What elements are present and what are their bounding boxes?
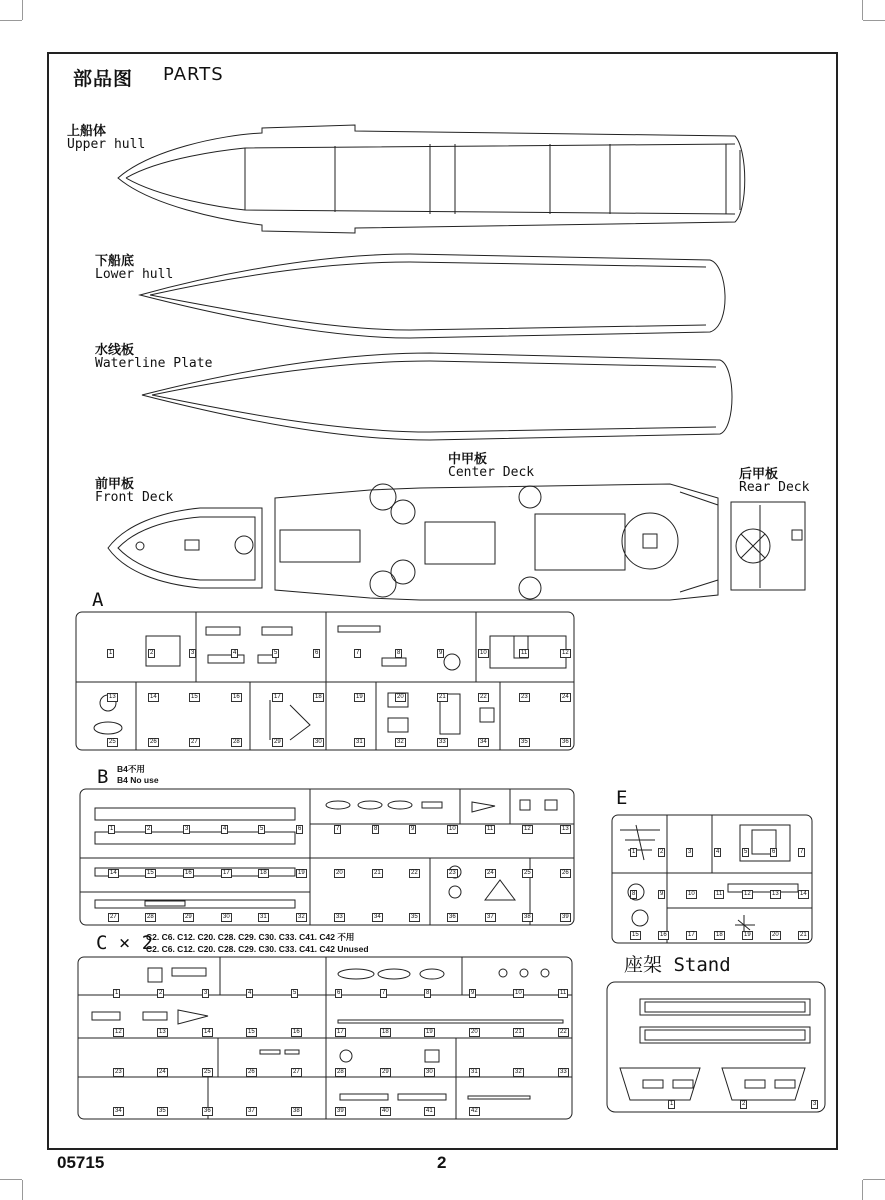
- part-number-tag: 31: [260, 914, 267, 920]
- part-number-tag: 26: [150, 739, 157, 745]
- part-number-tag: 17: [688, 932, 695, 938]
- part-number-tag: 40: [382, 1108, 389, 1114]
- part-number-tag: 28: [233, 739, 240, 745]
- part-number-tag: 1: [109, 650, 113, 656]
- part-number-tag: 20: [471, 1029, 478, 1035]
- part-number-tag: 30: [315, 739, 322, 745]
- part-number-tag: 14: [110, 870, 117, 876]
- part-number-tag: 8: [426, 990, 430, 996]
- part-number-tag: 27: [191, 739, 198, 745]
- part-number-tag: 2: [150, 650, 154, 656]
- part-number-tag: 3: [688, 849, 692, 855]
- part-number-tag: 3: [813, 1101, 817, 1107]
- part-number-tag: 4: [223, 826, 227, 832]
- part-number-tag: 1: [115, 990, 119, 996]
- part-number-tag: 21: [800, 932, 807, 938]
- stand-frame: [607, 982, 825, 1112]
- waterline-label-en: Waterline Plate: [95, 356, 213, 371]
- part-number-tag: 36: [562, 739, 569, 745]
- part-number-tag: 24: [159, 1069, 166, 1075]
- sprue-c-label: C × 2: [96, 932, 154, 954]
- front-deck-drawing: [108, 508, 262, 588]
- part-number-tag: 15: [632, 932, 639, 938]
- part-number-tag: 14: [150, 694, 157, 700]
- part-number-tag: 28: [337, 1069, 344, 1075]
- sprue-c-frame: [78, 957, 572, 1119]
- part-number-tag: 25: [204, 1069, 211, 1075]
- part-number-tag: 16: [185, 870, 192, 876]
- waterline-plate-drawing: [142, 353, 732, 440]
- center-deck-drawing: [275, 484, 718, 600]
- part-number-tag: 7: [800, 849, 804, 855]
- part-number-tag: 1: [632, 849, 636, 855]
- part-number-tag: 22: [560, 1029, 567, 1035]
- part-number-tag: 11: [521, 650, 528, 656]
- part-number-tag: 19: [356, 694, 363, 700]
- part-number-tag: 13: [562, 826, 569, 832]
- part-number-tag: 1: [110, 826, 114, 832]
- part-number-tag: 16: [293, 1029, 300, 1035]
- part-number-tag: 31: [356, 739, 363, 745]
- part-number-tag: 39: [562, 914, 569, 920]
- part-number-tag: 14: [800, 891, 807, 897]
- sprue-b-note-cn: B4不用: [117, 764, 145, 774]
- part-number-tag: 23: [449, 870, 456, 876]
- part-number-tag: 10: [515, 990, 522, 996]
- part-number-tag: 4: [716, 849, 720, 855]
- part-number-tag: 11: [487, 826, 494, 832]
- stand-label: 座架 Stand: [624, 954, 731, 976]
- front-deck-label-en: Front Deck: [95, 490, 174, 505]
- part-number-tag: 12: [524, 826, 531, 832]
- part-number-tag: 28: [147, 914, 154, 920]
- part-number-tag: 38: [293, 1108, 300, 1114]
- sprue-c-note-en: C2. C6. C12. C20. C28. C29. C30. C33. C41. C42 Unused: [146, 944, 369, 954]
- part-number-tag: 26: [562, 870, 569, 876]
- part-number-tag: 22: [411, 870, 418, 876]
- part-number-tag: 17: [274, 694, 281, 700]
- part-number-tag: 15: [191, 694, 198, 700]
- front-deck-label-cn: 前甲板: [95, 477, 135, 492]
- part-number-tag: 10: [688, 891, 695, 897]
- part-number-tag: 11: [560, 990, 567, 996]
- part-number-tag: 17: [223, 870, 230, 876]
- part-number-tag: 19: [298, 870, 305, 876]
- part-number-tag: 5: [744, 849, 748, 855]
- sprue-e-frame: [612, 815, 812, 943]
- part-number-tag: 13: [109, 694, 116, 700]
- part-number-tag: 18: [716, 932, 723, 938]
- part-number-tag: 37: [248, 1108, 255, 1114]
- part-number-tag: 14: [204, 1029, 211, 1035]
- part-number-tag: 33: [439, 739, 446, 745]
- part-number-tag: 23: [115, 1069, 122, 1075]
- lower-hull-label-en: Lower hull: [95, 267, 174, 282]
- part-number-tag: 20: [772, 932, 779, 938]
- part-number-tag: 30: [223, 914, 230, 920]
- part-number-tag: 12: [562, 650, 569, 656]
- part-number-tag: 8: [397, 650, 401, 656]
- part-number-tag: 18: [382, 1029, 389, 1035]
- part-number-tag: 19: [426, 1029, 433, 1035]
- rear-deck-label-cn: 后甲板: [739, 467, 779, 482]
- upper-hull-label-en: Upper hull: [67, 137, 146, 152]
- part-number-tag: 16: [233, 694, 240, 700]
- part-number-tag: 34: [374, 914, 381, 920]
- part-number-tag: 6: [298, 826, 302, 832]
- part-number-tag: 27: [110, 914, 117, 920]
- part-number-tag: 35: [411, 914, 418, 920]
- part-number-tag: 4: [233, 650, 237, 656]
- part-number-tag: 6: [772, 849, 776, 855]
- part-number-tag: 33: [336, 914, 343, 920]
- part-number-tag: 26: [248, 1069, 255, 1075]
- part-number-tag: 2: [742, 1101, 746, 1107]
- part-number-tag: 4: [248, 990, 252, 996]
- part-number-tag: 25: [109, 739, 116, 745]
- part-number-tag: 41: [426, 1108, 433, 1114]
- part-number-tag: 35: [159, 1108, 166, 1114]
- part-number-tag: 2: [660, 849, 664, 855]
- part-number-tag: 17: [337, 1029, 344, 1035]
- part-number-tag: 9: [439, 650, 443, 656]
- upper-hull-label-cn: 上船体: [67, 124, 107, 139]
- part-number-tag: 21: [439, 694, 446, 700]
- part-number-tag: 8: [374, 826, 378, 832]
- lower-hull-drawing: [140, 254, 725, 338]
- part-number-tag: 32: [397, 739, 404, 745]
- part-number-tag: 1: [670, 1101, 674, 1107]
- part-number-tag: 13: [772, 891, 779, 897]
- part-number-tag: 27: [293, 1069, 300, 1075]
- part-number-tag: 12: [744, 891, 751, 897]
- part-number-tag: 5: [274, 650, 278, 656]
- part-number-tag: 11: [716, 891, 723, 897]
- part-number-tag: 15: [248, 1029, 255, 1035]
- parts-heading-cn: 部品图: [73, 69, 134, 90]
- part-number-tag: 7: [356, 650, 360, 656]
- part-number-tag: 15: [147, 870, 154, 876]
- center-deck-label-en: Center Deck: [448, 465, 535, 480]
- page-number: 2: [437, 1153, 447, 1172]
- part-number-tag: 30: [426, 1069, 433, 1075]
- rear-deck-label-en: Rear Deck: [739, 480, 810, 495]
- part-number-tag: 2: [159, 990, 163, 996]
- product-code: 05715: [57, 1153, 105, 1172]
- part-number-tag: 39: [337, 1108, 344, 1114]
- part-number-tag: 29: [185, 914, 192, 920]
- part-number-tag: 3: [204, 990, 208, 996]
- part-number-tag: 23: [521, 694, 528, 700]
- part-number-tag: 33: [560, 1069, 567, 1075]
- part-number-tag: 18: [260, 870, 267, 876]
- part-number-tag: 29: [382, 1069, 389, 1075]
- part-number-tag: 18: [315, 694, 322, 700]
- part-number-tag: 6: [315, 650, 319, 656]
- part-number-tag: 13: [159, 1029, 166, 1035]
- part-number-tag: 8: [632, 891, 636, 897]
- upper-hull-drawing: [118, 125, 745, 233]
- part-number-tag: 34: [480, 739, 487, 745]
- part-number-tag: 21: [374, 870, 381, 876]
- part-number-tag: 9: [471, 990, 475, 996]
- part-number-tag: 5: [260, 826, 264, 832]
- part-number-tag: 9: [660, 891, 664, 897]
- part-number-tag: 2: [147, 826, 151, 832]
- part-number-tag: 20: [336, 870, 343, 876]
- part-number-tag: 10: [480, 650, 487, 656]
- part-number-tag: 7: [382, 990, 386, 996]
- part-number-tag: 42: [471, 1108, 478, 1114]
- sprue-e-label: E: [616, 787, 628, 809]
- part-number-tag: 9: [411, 826, 415, 832]
- part-number-tag: 3: [191, 650, 195, 656]
- part-number-tag: 29: [274, 739, 281, 745]
- center-deck-label-cn: 中甲板: [448, 452, 488, 467]
- part-number-tag: 34: [115, 1108, 122, 1114]
- part-number-tag: 24: [487, 870, 494, 876]
- sprue-a-label: A: [92, 589, 104, 611]
- part-number-tag: 19: [744, 932, 751, 938]
- part-number-tag: 35: [521, 739, 528, 745]
- part-number-tag: 22: [480, 694, 487, 700]
- part-number-tag: 24: [562, 694, 569, 700]
- part-number-tag: 32: [515, 1069, 522, 1075]
- sprue-c-note-cn: C2. C6. C12. C20. C28. C29. C30. C33. C41. C42 不用: [146, 932, 355, 942]
- part-number-tag: 20: [397, 694, 404, 700]
- part-number-tag: 36: [204, 1108, 211, 1114]
- part-number-tag: 25: [524, 870, 531, 876]
- sprue-b-label: B: [97, 766, 109, 788]
- part-number-tag: 36: [449, 914, 456, 920]
- part-number-tag: 37: [487, 914, 494, 920]
- sprue-b-note-en: B4 No use: [117, 775, 159, 785]
- part-number-tag: 12: [115, 1029, 122, 1035]
- part-number-tag: 5: [293, 990, 297, 996]
- rear-deck-drawing: [731, 502, 805, 590]
- part-number-tag: 38: [524, 914, 531, 920]
- parts-heading-en: PARTS: [163, 64, 224, 85]
- waterline-label-cn: 水线板: [95, 343, 135, 358]
- part-number-tag: 31: [471, 1069, 478, 1075]
- part-number-tag: 16: [660, 932, 667, 938]
- part-number-tag: 7: [336, 826, 340, 832]
- sprue-b-frame: [80, 789, 574, 925]
- part-number-tag: 3: [185, 826, 189, 832]
- part-number-tag: 21: [515, 1029, 522, 1035]
- part-number-tag: 10: [449, 826, 456, 832]
- lower-hull-label-cn: 下船底: [95, 254, 135, 269]
- part-number-tag: 6: [337, 990, 341, 996]
- part-number-tag: 32: [298, 914, 305, 920]
- sprue-a-frame: [76, 612, 574, 750]
